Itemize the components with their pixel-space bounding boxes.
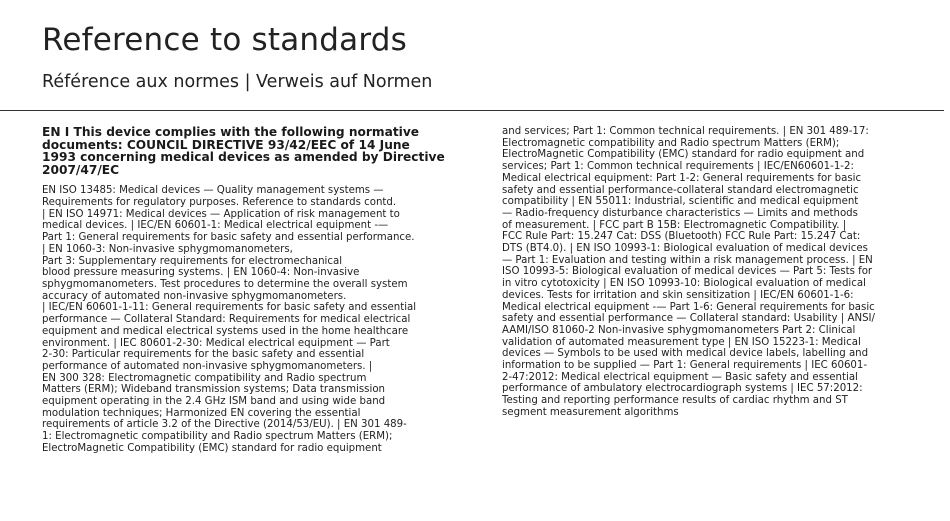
standards-list-right bbox=[502, 126, 934, 419]
text-line: modulation techniques; Harmonized EN covering the essential bbox=[42, 407, 361, 419]
heading-line: documents: COUNCIL DIRECTIVE 93/42/EEC of 14 June bbox=[42, 137, 410, 152]
text-line: safety and essential performance-collateral standard electromagnetic bbox=[502, 184, 859, 196]
text-line: accuracy of automated non-invasive sphygmomanometers. bbox=[42, 290, 347, 302]
text-line: Medical electrical equipment: Part 1-2: General requirements for basic bbox=[502, 172, 862, 184]
text-line: Matters (ERM); Wideband transmission systems; Data transmission bbox=[42, 384, 386, 396]
header-divider bbox=[0, 110, 944, 111]
heading-line: 2007/47/EC bbox=[42, 162, 120, 177]
text-line: Part 3: Supplementary requirements for electromechanical bbox=[42, 255, 343, 267]
text-line: Part 1: General requirements for basic safety and essential performance. bbox=[42, 232, 415, 244]
text-line: 2-47:2012: Medical electrical equipment — Basic safety and essential bbox=[502, 371, 858, 383]
text-line: equipment operating in the 2.4 GHz ISM band and using wide band bbox=[42, 396, 386, 408]
text-line: devices. Tests for irritation and skin sensitization | IEC/EN 60601-1-6: bbox=[502, 289, 854, 301]
text-line: blood pressure measuring systems. | EN 1060-4: Non-invasive bbox=[42, 267, 360, 279]
text-line: medical devices. | IEC/EN 60601-1: Medical electrical equipment -— bbox=[42, 220, 389, 232]
text-line: Requirements for regulatory purposes. Reference to standards contd. bbox=[42, 197, 397, 209]
text-line: — Radio-frequency disturbance characteristics — Limits and methods bbox=[502, 207, 858, 219]
text-line: devices — Symbols to be used with medical device labels, labelling and bbox=[502, 348, 869, 360]
standards-list-left bbox=[42, 185, 477, 454]
text-line: and services; Part 1: Common technical requirements. | EN 301 489-17: bbox=[502, 126, 869, 137]
text-line: EN ISO 13485: Medical devices — Quality management systems — bbox=[42, 185, 384, 197]
text-line: environment. | IEC 80601-2-30: Medical electrical equipment — Part bbox=[42, 337, 390, 349]
compliance-heading bbox=[42, 126, 477, 176]
text-line: FCC Rule Part: 15.247 Cat: DSS (Bluetooth) FCC Rule Part: 15.247 Cat: bbox=[502, 231, 861, 243]
text-line: DTS (BT4.0). | EN ISO 10993-1: Biological evaluation of medical devices bbox=[502, 243, 868, 255]
text-line: Testing and reporting performance results of cardiac rhythm and ST bbox=[502, 395, 848, 407]
heading-line: EN I This device complies with the following normative bbox=[42, 125, 420, 139]
right-column bbox=[502, 126, 934, 419]
text-line: ISO 10993-5: Biological evaluation of medical devices — Part 5: Tests for bbox=[502, 266, 873, 278]
text-line: | EN 1060-3: Non-invasive sphygmomanometers, bbox=[42, 243, 293, 255]
text-line: safety and essential performance — Collateral standard: Usability | ANSI/ bbox=[502, 313, 875, 325]
text-line: EN 300 328: Electromagnetic compatibility and Radio spectrum bbox=[42, 372, 367, 384]
text-line: 1: Electromagnetic compatibility and Radio spectrum Matters (ERM); bbox=[42, 431, 393, 443]
text-line: ElectroMagnetic Compatibility (EMC) standard for radio equipment and bbox=[502, 149, 865, 161]
text-line: | EN ISO 14971: Medical devices — Application of risk management to bbox=[42, 208, 400, 220]
text-line: requirements of article 3.2 of the Directive (2014/53/EU). | EN 301 489- bbox=[42, 419, 407, 431]
text-line: performance of ambulatory electrocardiograph systems | IEC 57:2012: bbox=[502, 383, 863, 395]
text-line: information to be supplied — Part 1: General requirements | IEC 60601- bbox=[502, 360, 868, 372]
text-line: sphygmomanometers. Test procedures to determine the overall system bbox=[42, 279, 408, 290]
text-line: 2-30: Particular requirements for the basic safety and essential bbox=[42, 349, 365, 361]
text-line: services; Part 1: Common technical requirements | IEC/EN60601-1-2: bbox=[502, 161, 854, 173]
text-line: compatibility | EN 55011: Industrial, scientific and medical equipment bbox=[502, 196, 859, 208]
page-title: Reference to standards bbox=[42, 22, 407, 58]
text-line: equipment and medical electrical systems used in the home healthcare bbox=[42, 325, 409, 337]
text-line: validation of automated measurement type | EN ISO 15223-1: Medical bbox=[502, 336, 861, 348]
text-line: — Part 1: Evaluation and testing within a risk management process. | EN bbox=[502, 254, 873, 266]
text-line: segment measurement algorithms bbox=[502, 406, 679, 418]
left-column bbox=[42, 126, 477, 455]
page-subtitle: Référence aux normes | Verweis auf Normen bbox=[42, 72, 433, 92]
text-line: | IEC/EN 60601-1-11: General requirements for basic safety and essential bbox=[42, 302, 417, 314]
text-line: ElectroMagnetic Compatibility (EMC) standard for radio equipment bbox=[42, 442, 382, 454]
text-line: of measurement. | FCC part B 15B: Electromagnetic Compatibility. | bbox=[502, 219, 847, 231]
heading-line: 1993 concerning medical devices as amended by Directive bbox=[42, 150, 445, 165]
text-line: in vitro cytotoxicity | EN ISO 10993-10: Biological evaluation of medical bbox=[502, 278, 866, 290]
text-line: performance — Collateral Standard: Requirements for medical electrical bbox=[42, 314, 411, 326]
text-line: Medical electrical equipment -— Part 1-6: General requirements for basic bbox=[502, 301, 875, 313]
text-line: Electromagnetic compatibility and Radio spectrum Matters (ERM); bbox=[502, 137, 840, 149]
text-line: performance of automated non-invasive sphygmomanometers. | bbox=[42, 360, 373, 372]
text-line: AAMI/ISO 81060-2 Non-invasive sphygmomanometers Part 2: Clinical bbox=[502, 324, 856, 336]
